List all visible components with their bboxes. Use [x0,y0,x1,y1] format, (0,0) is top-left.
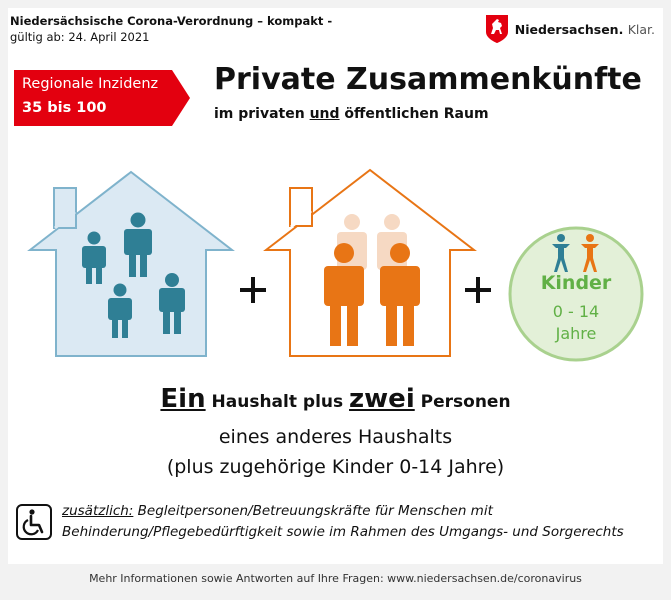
kinder-label: Kinder [540,272,612,294]
horse-crest-icon [485,14,509,44]
page-subtitle: im privaten und öffentlichen Raum [214,106,489,122]
valid-from-date: gültig ab: 24. April 2021 [10,30,150,44]
note-line-1: zusätzlich: Begleitpersonen/Betreuungskräfte für Menschen mit [62,503,493,519]
plus-sign [240,277,266,303]
banner-incidence-range: 35 bis 100 [22,100,107,116]
rule-line-3: (plus zugehörige Kinder 0-14 Jahre) [166,456,505,478]
banner-incidence-label: Regionale Inzidenz [22,76,159,92]
page-title: Private Zusammenkünfte [214,62,642,97]
logo-name: Niedersachsen. [514,21,624,37]
rule-headline: Ein Haushalt plus zwei Personen [160,384,511,414]
note-line-2: Behinderung/Pflegebedürftigkeit sowie im Rahmen des Umgangs- und Sorgerechts [62,524,624,540]
rule-line-2: eines anderes Haushalts [218,426,453,448]
footer-info: Mehr Informationen sowie Antworten auf Ihre Fragen: www.niedersachsen.de/coronavirus [89,572,582,585]
guest-household-house-icon [266,170,474,356]
logo-suffix: Klar. [627,21,655,37]
plus-sign [465,277,491,303]
niedersachsen-logo [485,14,655,44]
kinder-age-unit: Jahre [555,324,597,343]
kinder-age-range: 0 - 14 [552,302,600,321]
wheelchair-icon [16,504,52,540]
regulation-title: Niedersächsische Corona-Verordnung – kompakt - [10,14,333,28]
